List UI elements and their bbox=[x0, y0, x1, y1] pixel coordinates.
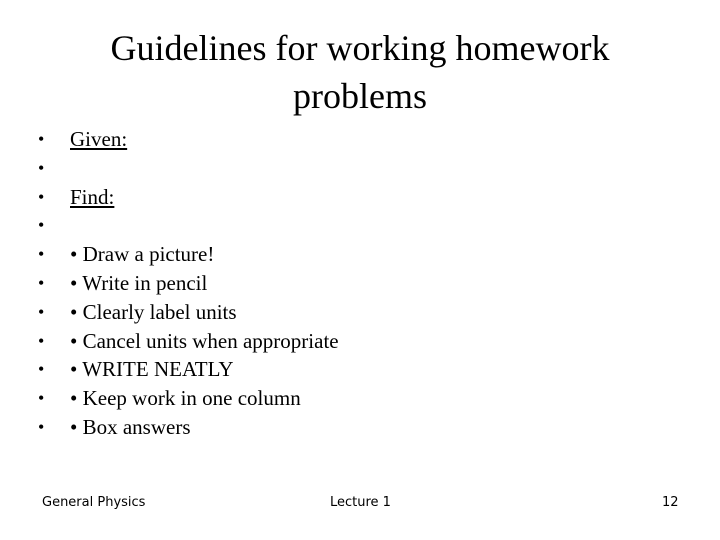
find-label: Find: bbox=[70, 184, 115, 209]
bullet-text: • WRITE NEATLY bbox=[70, 357, 234, 382]
bullet-marker: • bbox=[38, 186, 45, 207]
bullet-marker: • bbox=[38, 244, 45, 265]
bullet-text: • Draw a picture! bbox=[70, 242, 215, 267]
bullet-item-empty bbox=[38, 154, 678, 183]
bullet-text: • Write in pencil bbox=[70, 270, 208, 295]
bullet-item-given bbox=[38, 125, 678, 154]
footer-course-name: General Physics bbox=[42, 495, 146, 510]
bullet-item-draw-picture bbox=[38, 240, 678, 269]
bullet-text: • Cancel units when appropriate bbox=[70, 328, 339, 353]
slide-title bbox=[60, 24, 660, 120]
bullet-item-one-column bbox=[38, 384, 678, 413]
bullet-item-empty bbox=[38, 211, 678, 240]
bullet-text: • Clearly label units bbox=[70, 299, 237, 324]
slide-title-line-1: Guidelines for working homework bbox=[110, 28, 610, 68]
bullet-marker: • bbox=[38, 272, 45, 293]
bullet-marker: • bbox=[38, 301, 45, 322]
bullet-item-box-answers bbox=[38, 413, 678, 442]
bullet-text: • Box answers bbox=[70, 414, 191, 439]
bullet-marker: • bbox=[38, 388, 45, 409]
bullet-marker: • bbox=[38, 215, 45, 236]
bullet-item-label-units bbox=[38, 298, 678, 327]
bullet-item-write-neatly bbox=[38, 355, 678, 384]
bullet-list bbox=[38, 125, 678, 442]
bullet-item-find bbox=[38, 183, 678, 212]
given-label: Given: bbox=[70, 127, 128, 151]
bullet-marker: • bbox=[38, 157, 45, 178]
bullet-text: • Keep work in one column bbox=[70, 386, 301, 411]
slide-title-line-2: problems bbox=[293, 76, 427, 116]
bullet-marker: • bbox=[38, 129, 45, 149]
footer-page-number: 12 bbox=[662, 495, 679, 510]
bullet-item-cancel-units bbox=[38, 327, 678, 356]
bullet-marker: • bbox=[38, 330, 45, 351]
footer-lecture: Lecture 1 bbox=[330, 495, 391, 510]
bullet-item-write-pencil bbox=[38, 269, 678, 298]
bullet-marker: • bbox=[38, 416, 45, 437]
bullet-marker: • bbox=[38, 359, 45, 380]
